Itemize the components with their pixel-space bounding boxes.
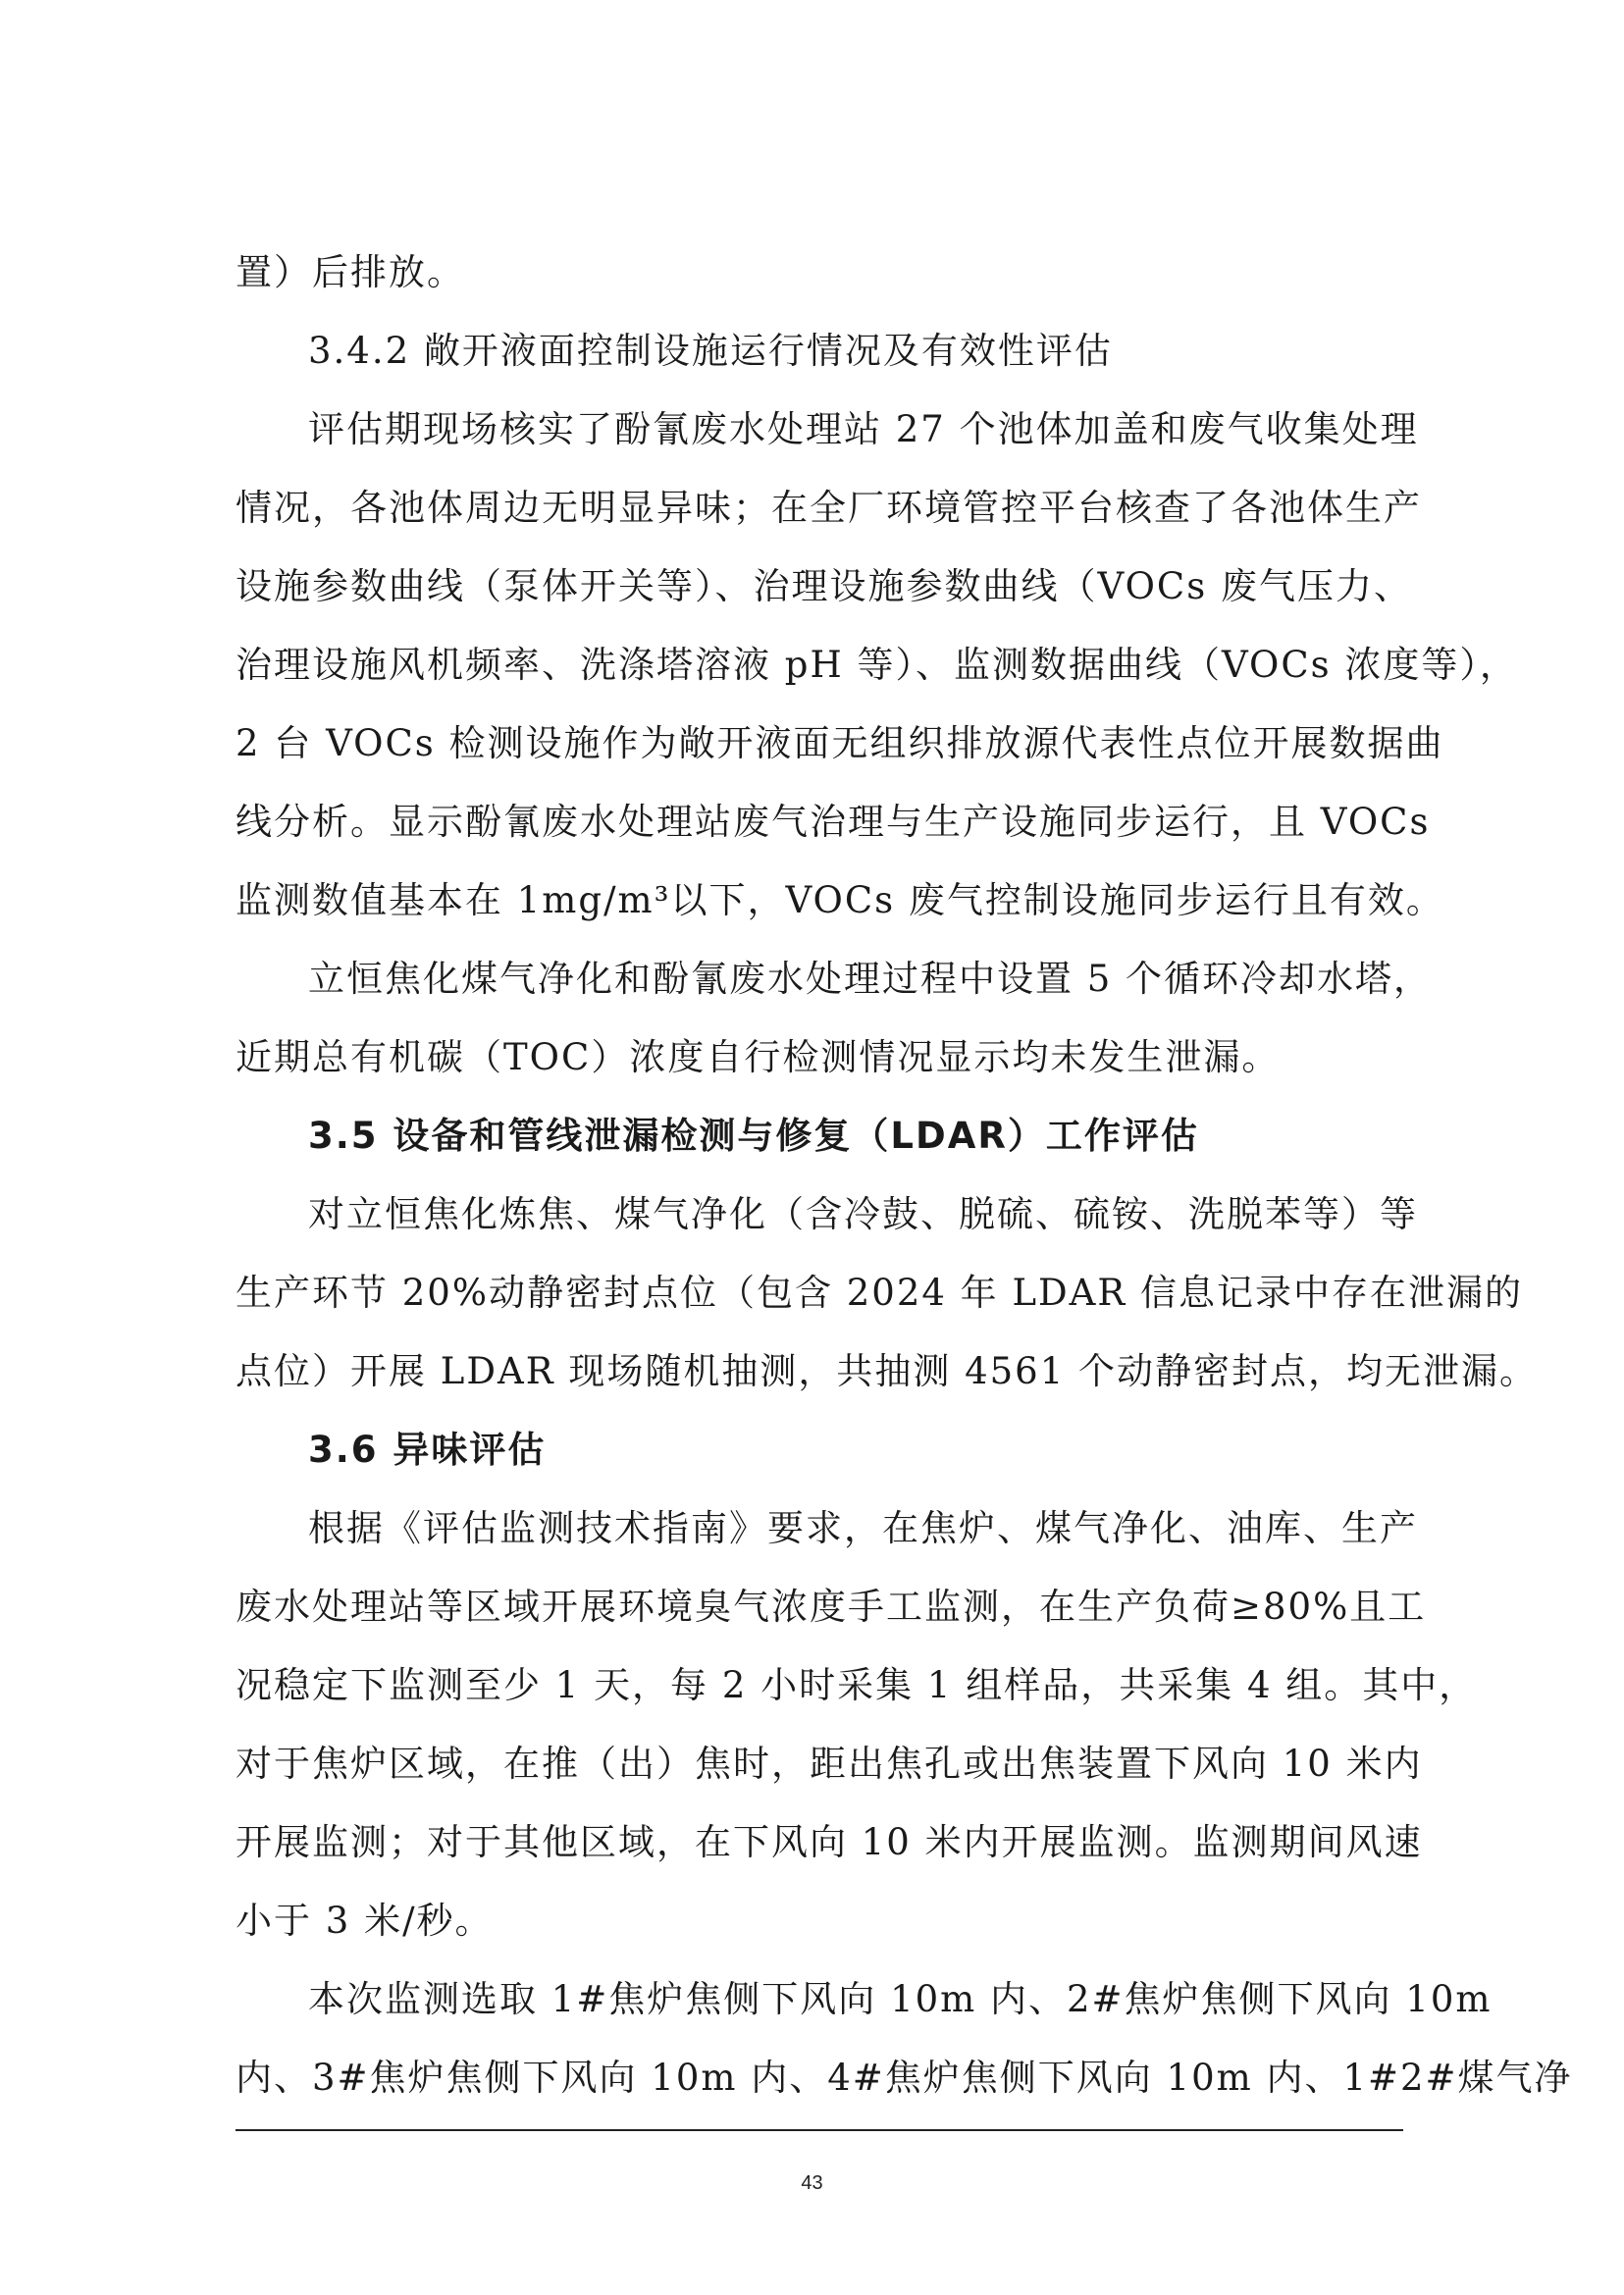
text-line: 近期总有机碳（TOC）浓度自行检测情况显示均未发生泄漏。	[236, 1036, 1281, 1078]
text-line: 立恒焦化煤气净化和酚氰废水处理过程中设置 5 个循环冷却水塔，	[308, 958, 1433, 1000]
text-line: 本次监测选取 1#焦炉焦侧下风向 10m 内、2#焦炉焦侧下风向 10m	[308, 1978, 1493, 2020]
text-line: 设施参数曲线（泵体开关等）、治理设施参数曲线（VOCs 废气压力、	[236, 565, 1412, 607]
text-line: 对于焦炉区域，在推（出）焦时，距出焦孔或出焦装置下风向 10 米内	[236, 1743, 1423, 1785]
section-heading: 3.6 异味评估	[308, 1429, 547, 1471]
text-line: 置）后排放。	[236, 251, 465, 293]
footer-divider	[236, 2129, 1403, 2131]
text-line: 根据《评估监测技术指南》要求，在焦炉、煤气净化、油库、生产	[308, 1507, 1418, 1549]
text-line: 情况，各池体周边无明显异味；在全厂环境管控平台核查了各池体生产	[236, 487, 1422, 529]
text-line: 监测数值基本在 1mg/m³以下，VOCs 废气控制设施同步运行且有效。	[236, 879, 1444, 921]
document-body	[236, 234, 1573, 2117]
text-line: 小于 3 米/秒。	[236, 1900, 494, 1942]
text-line: 对立恒焦化炼焦、煤气净化（含冷鼓、脱硫、硫铵、洗脱苯等）等	[308, 1193, 1418, 1235]
text-line: 线分析。显示酚氰废水处理站废气治理与生产设施同步运行，且 VOCs	[236, 801, 1431, 843]
text-line: 点位）开展 LDAR 现场随机抽测，共抽测 4561 个动静密封点，均无泄漏。	[236, 1350, 1539, 1392]
text-line: 废水处理站等区域开展环境臭气浓度手工监测，在生产负荷≥80%且工	[236, 1586, 1427, 1628]
text-line: 开展监测；对于其他区域，在下风向 10 米内开展监测。监测期间风速	[236, 1821, 1423, 1863]
section-heading: 3.5 设备和管线泄漏检测与修复（LDAR）工作评估	[308, 1115, 1199, 1157]
subsection-heading: 3.4.2 敞开液面控制设施运行情况及有效性评估	[308, 330, 1113, 372]
text-line: 内、3#焦炉焦侧下风向 10m 内、4#焦炉焦侧下风向 10m 内、1#2#煤气净	[236, 2057, 1573, 2099]
text-line: 2 台 VOCs 检测设施作为敞开液面无组织排放源代表性点位开展数据曲	[236, 722, 1444, 764]
text-line: 治理设施风机频率、洗涤塔溶液 pH 等）、监测数据曲线（VOCs 浓度等），	[236, 644, 1518, 686]
text-line: 况稳定下监测至少 1 天，每 2 小时采集 1 组样品，共采集 4 组。其中，	[236, 1664, 1478, 1706]
text-line: 生产环节 20%动静密封点位（包含 2024 年 LDAR 信息记录中存在泄漏的	[236, 1272, 1524, 1314]
text-line: 评估期现场核实了酚氰废水处理站 27 个池体加盖和废气收集处理	[308, 408, 1419, 450]
page-number: 43	[801, 2172, 823, 2194]
